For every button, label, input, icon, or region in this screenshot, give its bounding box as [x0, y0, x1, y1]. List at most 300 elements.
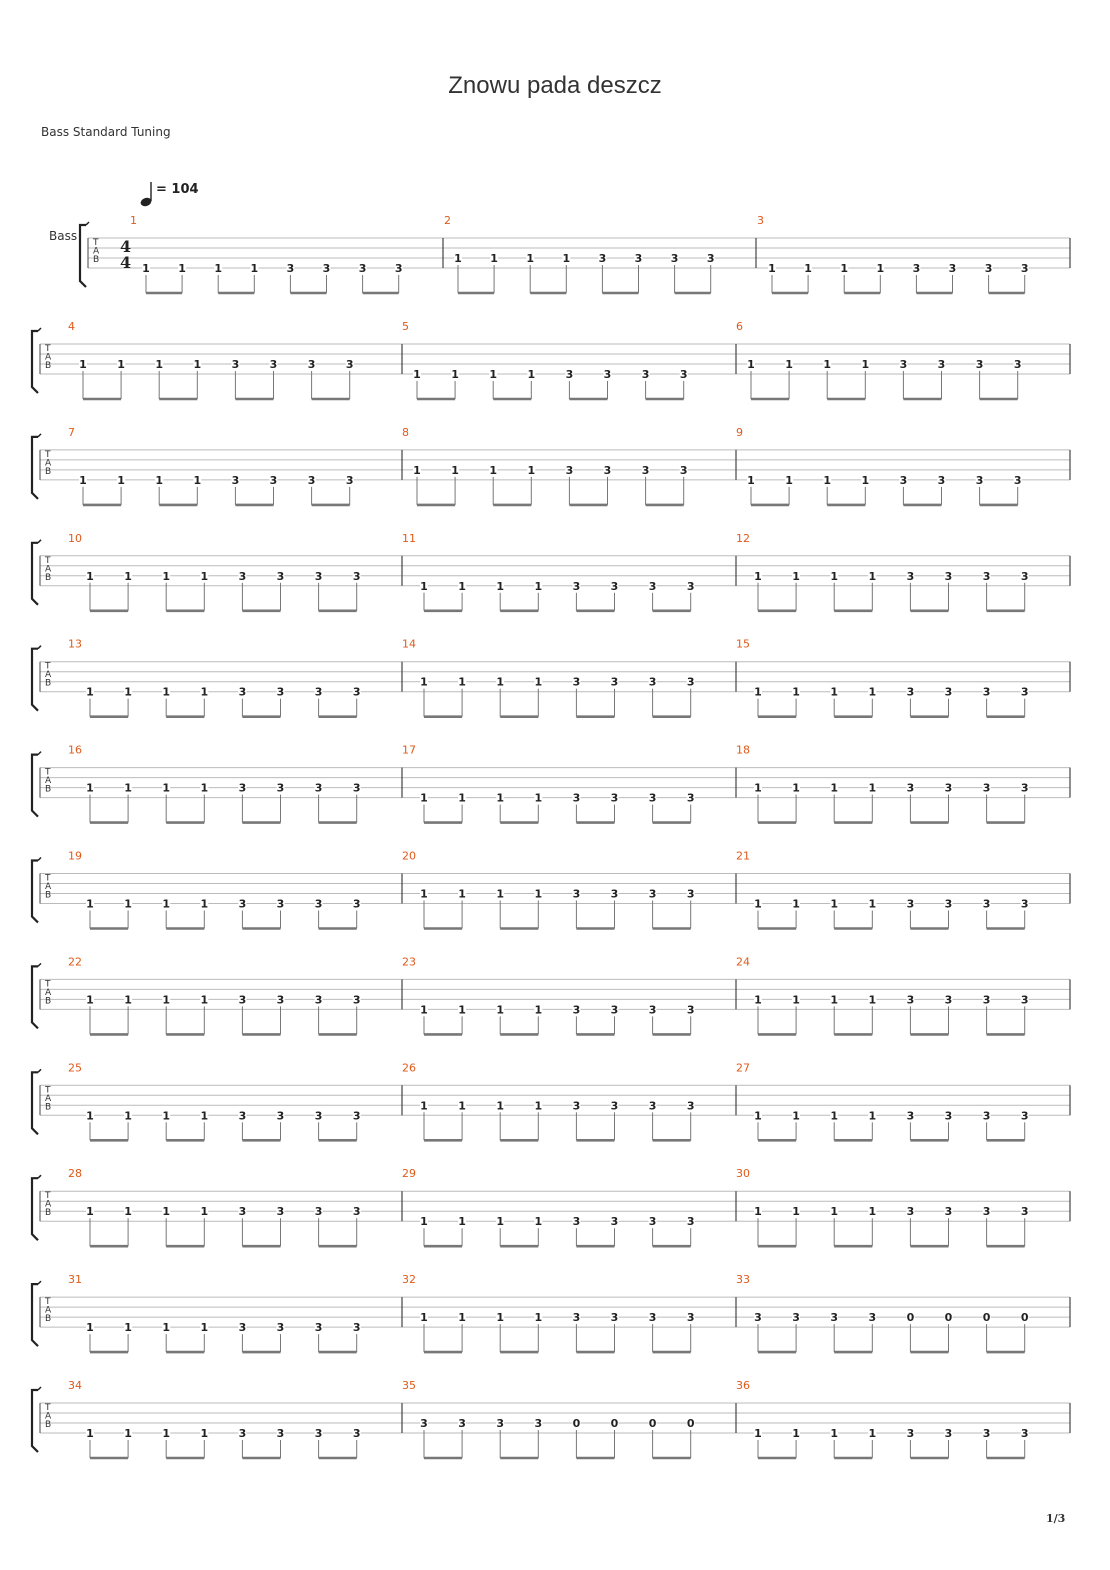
- fret-number: 1: [534, 1311, 543, 1325]
- fret-number: 3: [238, 1109, 247, 1123]
- fret-number: 3: [314, 993, 323, 1007]
- system-bracket: [80, 225, 86, 287]
- fret-number: 3: [276, 897, 285, 911]
- fret-number: 0: [1020, 1311, 1029, 1325]
- fret-number: 1: [792, 1205, 800, 1219]
- fret-number: 3: [610, 1003, 619, 1017]
- tab-clef-letter: B: [45, 466, 52, 477]
- measure-number: 34: [68, 1379, 82, 1392]
- page-number: 1/3: [1046, 1512, 1066, 1525]
- fret-number: 3: [899, 473, 908, 487]
- fret-number: 3: [314, 685, 323, 699]
- fret-number: 1: [162, 1205, 171, 1219]
- fret-number: 3: [314, 1109, 323, 1123]
- fret-number: 3: [1020, 569, 1029, 583]
- measure-number: 36: [736, 1379, 750, 1392]
- fret-number: 3: [572, 1003, 581, 1017]
- fret-number: 3: [238, 781, 247, 795]
- fret-number: 1: [754, 993, 762, 1007]
- system-bracket: [32, 1178, 38, 1240]
- fret-number: 3: [572, 579, 581, 593]
- measure-number: 1: [130, 214, 137, 227]
- fret-number: 3: [314, 1321, 323, 1335]
- instrument-name: Bass: [49, 229, 78, 243]
- fret-number: 3: [1020, 993, 1029, 1007]
- fret-number: 1: [830, 1427, 839, 1440]
- time-signature-top: 4: [120, 237, 132, 256]
- fret-number: 3: [641, 463, 650, 477]
- fret-number: 1: [489, 463, 498, 477]
- fret-number: 1: [496, 887, 505, 901]
- fret-number: 3: [944, 569, 953, 583]
- fret-number: 0: [572, 1417, 581, 1430]
- fret-number: 1: [86, 685, 94, 699]
- fret-number: 1: [413, 368, 421, 381]
- fret-number: 3: [603, 368, 612, 381]
- fret-number: 3: [345, 358, 354, 371]
- fret-number: 1: [124, 1321, 132, 1335]
- system-bracket-tip: [38, 752, 41, 755]
- fret-number: 1: [830, 1109, 839, 1123]
- fret-number: 3: [686, 1099, 695, 1113]
- fret-number: 3: [641, 368, 650, 381]
- system-bracket-tip: [86, 222, 89, 225]
- fret-number: 0: [944, 1311, 953, 1325]
- measure-number: 5: [402, 320, 409, 333]
- fret-number: 3: [975, 358, 984, 371]
- fret-number: 3: [238, 897, 247, 911]
- fret-number: 3: [572, 791, 581, 805]
- fret-number: 3: [238, 993, 247, 1007]
- fret-number: 3: [648, 579, 657, 593]
- fret-number: 1: [451, 463, 459, 477]
- fret-number: 0: [610, 1417, 619, 1430]
- system-bracket: [32, 755, 38, 817]
- fret-number: 1: [830, 569, 839, 583]
- tab-clef-letter: A: [45, 458, 52, 469]
- measure-number: 35: [402, 1379, 416, 1392]
- fret-number: 1: [420, 1215, 428, 1229]
- fret-number: 1: [823, 358, 832, 371]
- tab-clef-letter: T: [45, 449, 51, 460]
- fret-number: 3: [610, 579, 619, 593]
- tab-clef-letter: A: [45, 670, 52, 681]
- fret-number: 1: [86, 993, 94, 1007]
- fret-number: 0: [686, 1417, 695, 1430]
- score-title: Znowu pada deszcz: [448, 72, 662, 99]
- measure-number: 13: [68, 637, 82, 651]
- fret-number: 3: [572, 887, 581, 901]
- fret-number: 1: [868, 1205, 877, 1219]
- fret-number: 3: [610, 1099, 619, 1113]
- fret-number: 1: [200, 781, 209, 795]
- fret-number: 1: [458, 579, 466, 593]
- measure-number: 18: [736, 743, 750, 757]
- fret-number: 3: [648, 1311, 657, 1325]
- fret-number: 3: [458, 1417, 466, 1430]
- fret-number: 1: [534, 887, 543, 901]
- fret-number: 1: [785, 358, 793, 371]
- fret-number: 1: [162, 1109, 171, 1123]
- fret-number: 3: [686, 791, 695, 805]
- tab-clef-letter: T: [45, 1297, 51, 1308]
- measure-number: 31: [68, 1273, 82, 1287]
- fret-number: 3: [610, 1215, 619, 1229]
- fret-number: 3: [1013, 473, 1022, 487]
- fret-number: 1: [413, 463, 421, 477]
- fret-number: 3: [276, 1321, 285, 1335]
- fret-number: 3: [906, 993, 915, 1007]
- tab-clef-letter: T: [45, 1403, 51, 1413]
- system-bracket-tip: [38, 434, 41, 437]
- fret-number: 1: [830, 993, 839, 1007]
- fret-number: 3: [944, 993, 953, 1007]
- fret-number: 1: [861, 358, 870, 371]
- fret-number: 1: [250, 262, 259, 275]
- fret-number: 3: [948, 262, 957, 275]
- fret-number: 1: [86, 569, 94, 583]
- fret-number: 1: [534, 579, 543, 593]
- tab-clef-letter: T: [45, 1191, 51, 1202]
- fret-number: 3: [352, 993, 361, 1007]
- fret-number: 3: [648, 887, 657, 901]
- tempo-value: = 104: [156, 182, 199, 197]
- fret-number: 1: [868, 569, 877, 583]
- fret-number: 1: [490, 252, 498, 265]
- fret-number: 3: [906, 1427, 915, 1440]
- fret-number: 1: [86, 1321, 94, 1335]
- fret-number: 3: [610, 1311, 619, 1325]
- fret-number: 3: [572, 1311, 581, 1325]
- fret-number: 3: [231, 358, 240, 371]
- fret-number: 3: [276, 1109, 285, 1123]
- fret-number: 3: [1020, 1205, 1029, 1219]
- fret-number: 1: [526, 252, 535, 265]
- fret-number: 1: [162, 685, 171, 699]
- fret-number: 3: [314, 897, 323, 911]
- fret-number: 1: [420, 887, 428, 901]
- fret-number: 1: [200, 1205, 209, 1219]
- tab-clef-letter: B: [45, 1314, 52, 1325]
- fret-number: 3: [276, 569, 285, 583]
- fret-number: 1: [86, 781, 94, 795]
- measure-number: 30: [736, 1167, 750, 1181]
- fret-number: 3: [269, 473, 278, 487]
- tab-clef-letter: A: [45, 352, 52, 363]
- system-bracket: [32, 1390, 38, 1452]
- fret-number: 3: [352, 1205, 361, 1219]
- fret-number: 1: [420, 1003, 428, 1017]
- fret-number: 1: [754, 897, 762, 911]
- fret-number: 1: [458, 1215, 466, 1229]
- fret-number: 3: [345, 473, 354, 487]
- fret-number: 3: [982, 897, 991, 911]
- system-bracket: [32, 1284, 38, 1346]
- fret-number: 1: [830, 1205, 839, 1219]
- fret-number: 3: [534, 1417, 543, 1430]
- fret-number: 1: [840, 262, 849, 275]
- fret-number: 1: [792, 993, 800, 1007]
- fret-number: 1: [162, 1321, 171, 1335]
- fret-number: 3: [648, 675, 657, 689]
- measure-number: 10: [68, 531, 82, 545]
- tuning-label: Bass Standard Tuning: [41, 125, 171, 139]
- measure-number: 12: [736, 531, 750, 545]
- system-bracket-tip: [38, 1387, 41, 1390]
- measure-number: 11: [402, 531, 416, 545]
- tab-clef-letter: B: [45, 784, 52, 795]
- fret-number: 3: [906, 569, 915, 583]
- fret-number: 3: [944, 1109, 953, 1123]
- fret-number: 3: [1020, 685, 1029, 699]
- fret-number: 3: [276, 685, 285, 699]
- fret-number: 1: [200, 1109, 209, 1123]
- fret-number: 1: [792, 569, 800, 583]
- tab-clef-letter: B: [93, 255, 100, 265]
- fret-number: 3: [572, 675, 581, 689]
- fret-number: 1: [823, 473, 832, 487]
- fret-number: 1: [754, 1427, 762, 1440]
- measure-number: 14: [402, 637, 416, 651]
- fret-number: 1: [489, 368, 498, 381]
- fret-number: 1: [527, 463, 536, 477]
- fret-number: 3: [314, 569, 323, 583]
- fret-number: 1: [178, 262, 186, 275]
- fret-number: 1: [124, 1109, 132, 1123]
- fret-number: 1: [117, 473, 125, 487]
- fret-number: 1: [496, 1215, 505, 1229]
- fret-number: 3: [238, 685, 247, 699]
- fret-number: 1: [162, 1427, 171, 1440]
- fret-number: 1: [200, 685, 209, 699]
- fret-number: 1: [124, 993, 132, 1007]
- measure-number: 22: [68, 955, 82, 969]
- tab-clef-letter: A: [45, 776, 52, 787]
- fret-number: 3: [686, 1215, 695, 1229]
- measure-number: 29: [402, 1167, 416, 1181]
- fret-number: 3: [754, 1311, 762, 1325]
- tab-clef-letter: A: [45, 1199, 52, 1210]
- fret-number: 3: [944, 897, 953, 911]
- fret-number: 3: [352, 781, 361, 795]
- fret-number: 1: [868, 685, 877, 699]
- fret-number: 1: [193, 358, 202, 371]
- fret-number: 3: [276, 781, 285, 795]
- fret-number: 1: [214, 262, 223, 275]
- tab-clef-letter: A: [45, 1411, 52, 1422]
- fret-number: 3: [352, 569, 361, 583]
- fret-number: 3: [906, 685, 915, 699]
- measure-number: 25: [68, 1061, 82, 1075]
- fret-number: 1: [200, 1427, 209, 1440]
- tab-clef-letter: B: [45, 996, 52, 1007]
- fret-number: 3: [686, 579, 695, 593]
- fret-number: 3: [276, 1427, 285, 1440]
- fret-number: 1: [420, 675, 428, 689]
- fret-number: 1: [876, 262, 885, 275]
- fret-number: 1: [868, 781, 877, 795]
- fret-number: 3: [906, 1205, 915, 1219]
- fret-number: 3: [420, 1417, 428, 1430]
- fret-number: 1: [768, 262, 776, 275]
- measure-number: 17: [402, 743, 416, 757]
- fret-number: 3: [238, 569, 247, 583]
- fret-number: 3: [670, 252, 679, 265]
- system-bracket-tip: [38, 1069, 41, 1072]
- fret-number: 1: [454, 252, 462, 265]
- fret-number: 1: [124, 1205, 132, 1219]
- fret-number: 1: [534, 1003, 543, 1017]
- tab-clef-letter: T: [45, 344, 51, 354]
- fret-number: 1: [458, 1003, 466, 1017]
- fret-number: 3: [1020, 897, 1029, 911]
- measure-number: 16: [68, 743, 82, 757]
- fret-number: 3: [648, 1099, 657, 1113]
- fret-number: 1: [792, 897, 800, 911]
- fret-number: 1: [79, 358, 87, 371]
- fret-number: 1: [162, 897, 171, 911]
- fret-number: 3: [358, 262, 367, 275]
- fret-number: 1: [420, 1311, 428, 1325]
- fret-number: 1: [534, 1215, 543, 1229]
- tab-clef-letter: T: [45, 767, 51, 778]
- fret-number: 3: [238, 1427, 247, 1440]
- fret-number: 1: [868, 897, 877, 911]
- fret-number: 3: [307, 473, 316, 487]
- fret-number: 3: [982, 685, 991, 699]
- system-bracket: [32, 543, 38, 605]
- tab-clef-letter: B: [45, 1208, 52, 1219]
- tab-clef-letter: T: [45, 661, 51, 672]
- fret-number: 3: [937, 358, 946, 371]
- fret-number: 3: [679, 463, 688, 477]
- fret-number: 3: [286, 262, 295, 275]
- fret-number: 3: [706, 252, 715, 265]
- fret-number: 1: [754, 781, 762, 795]
- fret-number: 3: [868, 1311, 877, 1325]
- measure-number: 7: [68, 425, 75, 439]
- fret-number: 3: [352, 897, 361, 911]
- fret-number: 1: [830, 781, 839, 795]
- system-bracket-tip: [38, 858, 41, 861]
- fret-number: 1: [496, 1311, 505, 1325]
- fret-number: 1: [496, 675, 505, 689]
- fret-number: 1: [754, 685, 762, 699]
- fret-number: 3: [686, 887, 695, 901]
- tab-clef-letter: B: [45, 361, 52, 371]
- fret-number: 1: [868, 1109, 877, 1123]
- fret-number: 1: [420, 791, 428, 805]
- tab-clef-letter: B: [45, 1420, 52, 1430]
- fret-number: 3: [634, 252, 643, 265]
- system-bracket-tip: [38, 1281, 41, 1284]
- fret-number: 3: [679, 368, 688, 381]
- fret-number: 1: [458, 791, 466, 805]
- fret-number: 1: [868, 993, 877, 1007]
- measure-number: 9: [736, 425, 743, 439]
- tab-clef-letter: A: [45, 1305, 52, 1316]
- fret-number: 1: [86, 1109, 94, 1123]
- fret-number: 1: [193, 473, 202, 487]
- tab-clef-letter: T: [45, 555, 51, 566]
- fret-number: 3: [686, 1003, 695, 1017]
- tab-clef-letter: B: [45, 572, 52, 583]
- fret-number: 1: [496, 579, 505, 593]
- fret-number: 3: [899, 358, 908, 371]
- fret-number: 3: [314, 1427, 323, 1440]
- fret-number: 3: [648, 1003, 657, 1017]
- fret-number: 1: [496, 1099, 505, 1113]
- fret-number: 3: [906, 1109, 915, 1123]
- measure-number: 33: [736, 1273, 750, 1287]
- fret-number: 0: [982, 1311, 991, 1325]
- fret-number: 1: [86, 897, 94, 911]
- fret-number: 1: [534, 1099, 543, 1113]
- measure-number: 27: [736, 1061, 750, 1075]
- tab-clef-letter: T: [45, 979, 51, 990]
- fret-number: 1: [86, 1205, 94, 1219]
- fret-number: 1: [792, 1427, 800, 1440]
- fret-number: 3: [394, 262, 403, 275]
- measure-number: 3: [757, 214, 764, 227]
- fret-number: 3: [906, 897, 915, 911]
- fret-number: 3: [1013, 358, 1022, 371]
- fret-number: 1: [830, 897, 839, 911]
- fret-number: 3: [944, 781, 953, 795]
- fret-number: 1: [868, 1427, 877, 1440]
- measure-number: 26: [402, 1061, 416, 1075]
- fret-number: 1: [155, 358, 164, 371]
- fret-number: 1: [527, 368, 536, 381]
- fret-number: 1: [747, 473, 755, 487]
- measure-number: 23: [402, 955, 416, 969]
- fret-number: 3: [1020, 262, 1029, 275]
- tab-clef-letter: B: [45, 890, 52, 901]
- fret-number: 1: [496, 1003, 505, 1017]
- fret-number: 1: [86, 1427, 94, 1440]
- fret-number: 3: [937, 473, 946, 487]
- fret-number: 1: [458, 1099, 466, 1113]
- fret-number: 3: [352, 685, 361, 699]
- fret-number: 3: [975, 473, 984, 487]
- fret-number: 3: [648, 1215, 657, 1229]
- fret-number: 1: [792, 781, 800, 795]
- fret-number: 3: [982, 569, 991, 583]
- fret-number: 1: [162, 569, 171, 583]
- fret-number: 3: [830, 1311, 839, 1325]
- tab-clef-letter: T: [45, 873, 51, 884]
- fret-number: 3: [352, 1321, 361, 1335]
- fret-number: 1: [496, 791, 505, 805]
- fret-number: 3: [603, 463, 612, 477]
- fret-number: 1: [200, 1321, 209, 1335]
- fret-number: 3: [906, 781, 915, 795]
- system-bracket: [32, 331, 38, 393]
- fret-number: 3: [944, 1427, 953, 1440]
- fret-number: 3: [944, 1205, 953, 1219]
- system-bracket: [32, 437, 38, 499]
- fret-number: 3: [648, 791, 657, 805]
- system-bracket-tip: [38, 646, 41, 649]
- measure-number: 6: [736, 320, 743, 333]
- fret-number: 1: [162, 781, 171, 795]
- fret-number: 3: [792, 1311, 800, 1325]
- fret-number: 1: [792, 685, 800, 699]
- fret-number: 1: [754, 1205, 762, 1219]
- time-signature-bottom: 4: [120, 253, 132, 272]
- fret-number: 1: [534, 675, 543, 689]
- fret-number: 1: [162, 993, 171, 1007]
